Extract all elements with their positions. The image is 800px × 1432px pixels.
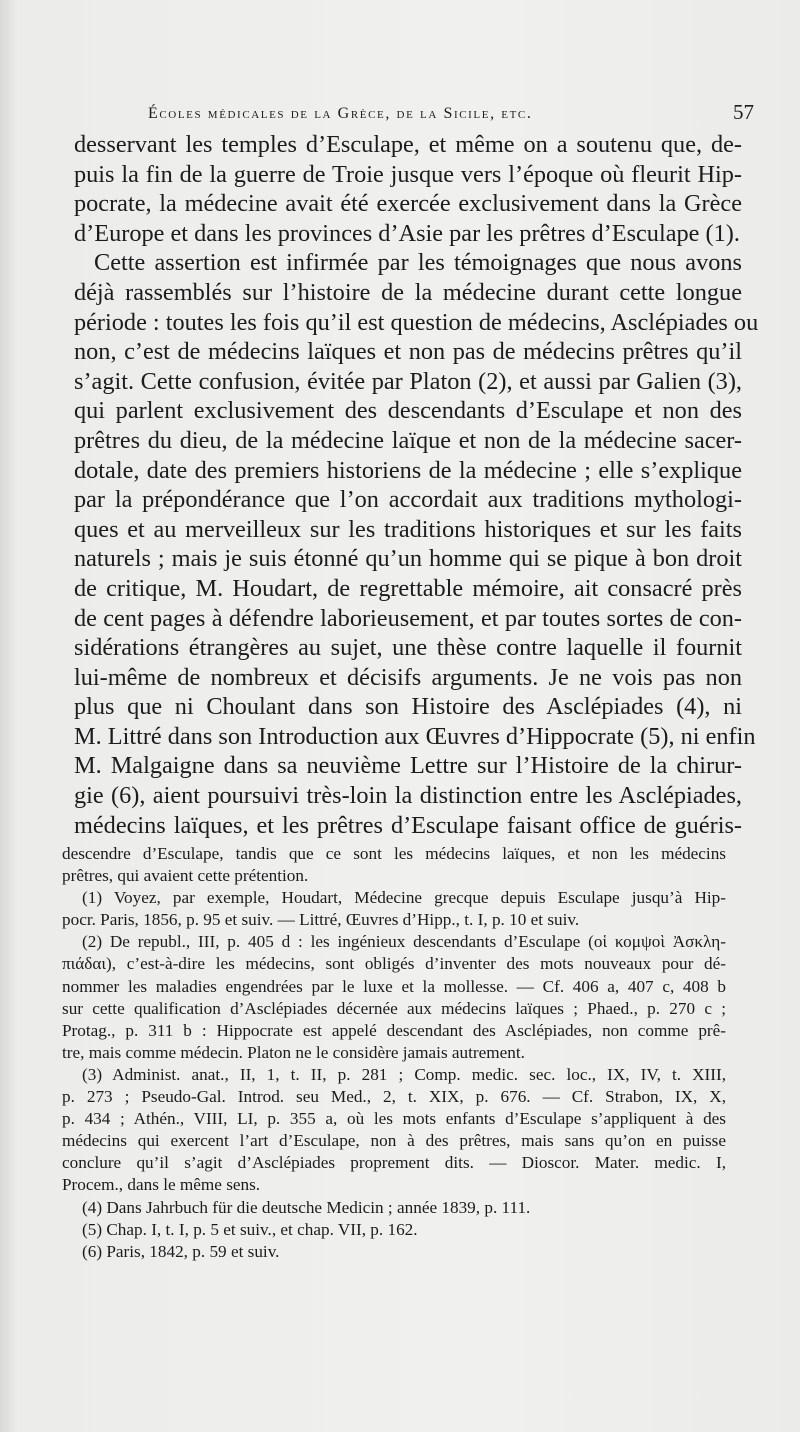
text-line: ques et au merveilleux sur les traditions historiques et sur les faits: [74, 515, 742, 543]
running-head: [148, 100, 754, 125]
text-line: qui parlent exclusivement des descendants d’Esculape et non des: [74, 397, 742, 425]
footnote-line: (5) Chap. I, t. I, p. 5 et suiv., et chap. VII, p. 162.: [82, 1219, 418, 1239]
text-line: de critique, M. Houdart, de regrettable mémoire, ait consacré près: [74, 574, 742, 602]
text-line: M. Malgaigne dans sa neuvième Lettre sur l’Histoire de la chirur-: [74, 752, 742, 780]
main-text: [74, 130, 759, 840]
footnote-line: p. 273 ; Pseudo-Gal. Introd. seu Med., 2, t. XIX, p. 676. — Cf. Strabon, IX, X,: [62, 1087, 726, 1107]
text-line: non, c’est de médecins laïques et non pas de médecins prêtres qu’il: [74, 338, 742, 366]
text-line: dotale, date des premiers historiens de la médecine ; elle s’explique: [74, 456, 742, 484]
text-line: M. Littré dans son Introduction aux Œuvres d’Hippocrate (5), ni enfin: [74, 722, 756, 750]
text-line: gie (6), aient poursuivi très-loin la distinction entre les Asclépiades,: [74, 782, 742, 810]
footnote-line: (1) Voyez, par exemple, Houdart, Médecine grecque depuis Esculape jusqu’à Hip-: [82, 888, 726, 908]
text-line: Cette assertion est infirmée par les témoignages que nous avons: [94, 249, 742, 277]
text-line: d’Europe et dans les provinces d’Asie par les prêtres d’Esculape (1).: [74, 219, 740, 247]
text-line: médecins laïques, et les prêtres d’Esculape faisant office de guéris-: [74, 811, 742, 839]
footnotes: [62, 843, 726, 1263]
text-line: puis la fin de la guerre de Troie jusque vers l’époque où fleurit Hip-: [74, 160, 742, 188]
footnote-line: prêtres, qui avaient cette prétention.: [62, 866, 309, 886]
footnote-line: (4) Dans Jahrbuch für die deutsche Medicin ; année 1839, p. 111.: [82, 1197, 531, 1217]
text-line: lui-même de nombreux et décisifs arguments. Je ne vois pas non: [74, 663, 742, 691]
text-line: de cent pages à défendre laborieusement, et par toutes sortes de con-: [74, 604, 742, 632]
footnote-line: tre, mais comme médecin. Platon ne le considère jamais autrement.: [62, 1042, 525, 1062]
text-line: sidérations étrangères au sujet, une thèse contre laquelle il fournit: [74, 634, 742, 662]
text-line: par la prépondérance que l’on accordait aux traditions mythologi-: [74, 486, 742, 514]
text-line: période : toutes les fois qu’il est question de médecins, Asclépiades ou: [74, 308, 759, 336]
text-line: pocrate, la médecine avait été exercée exclusivement dans la Grèce: [74, 190, 742, 218]
footnote-line: sur cette qualification d’Asclépiades décernée aux médecins laïques ; Phaed., p. 270 c ;: [62, 998, 726, 1018]
page-number: 57: [733, 100, 754, 124]
footnote-line: pocr. Paris, 1856, p. 95 et suiv. — Littré, Œuvres d’Hipp., t. I, p. 10 et suiv.: [62, 910, 580, 930]
text-line: s’agit. Cette confusion, évitée par Platon (2), et aussi par Galien (3),: [74, 367, 742, 395]
running-head-title: Écoles médicales de la Grèce, de la Sicile, etc.: [148, 105, 533, 122]
footnote-line: (6) Paris, 1842, p. 59 et suiv.: [82, 1241, 280, 1261]
text-line: déjà rassemblés sur l’histoire de la médecine durant cette longue: [74, 278, 742, 306]
footnote-line: médecins qui exercent l’art d’Esculape, non à des prêtres, mais sans qu’on en puisse: [62, 1131, 726, 1151]
footnote-line: conclure qu’il s’agit d’Asclépiades proprement dits. — Dioscor. Mater. medic. I,: [62, 1153, 726, 1173]
footnote-line: nommer les maladies engendrées par le luxe et la mollesse. — Cf. 406 a, 407 c, 408 b: [62, 976, 726, 996]
text-line: plus que ni Choulant dans son Histoire des Asclépiades (4), ni: [74, 693, 742, 721]
footnote-line: (3) Administ. anat., II, 1, t. II, p. 281 ; Comp. medic. sec. loc., IX, IV, t. XIII,: [82, 1064, 726, 1084]
footnote-line: πιάδαι), c’est-à-dire les médecins, sont obligés d’inventer des mots nouveaux pour dé-: [62, 954, 726, 974]
text-line: prêtres du dieu, de la médecine laïque et non de la médecine sacer-: [74, 426, 742, 454]
text-line: desservant les temples d’Esculape, et même on a soutenu que, de-: [74, 131, 742, 158]
footnote-line: p. 434 ; Athén., VIII, LI, p. 355 a, où les mots enfants d’Esculape s’appliquent à des: [62, 1109, 726, 1129]
footnote-line: Protag., p. 311 b : Hippocrate est appelé descendant des Asclépiades, non comme prê-: [62, 1020, 726, 1040]
footnote-line: Procem., dans le même sens.: [62, 1175, 261, 1195]
footnote-line: descendre d’Esculape, tandis que ce sont les médecins laïques, et non les médecins: [62, 844, 726, 863]
footnote-line: (2) De republ., III, p. 405 d : les ingénieux descendants d’Esculape (οἱ κομψοὶ Ἀσκλη-: [82, 932, 726, 952]
text-line: naturels ; mais je suis étonné qu’un homme qui se pique à bon droit: [74, 545, 742, 573]
